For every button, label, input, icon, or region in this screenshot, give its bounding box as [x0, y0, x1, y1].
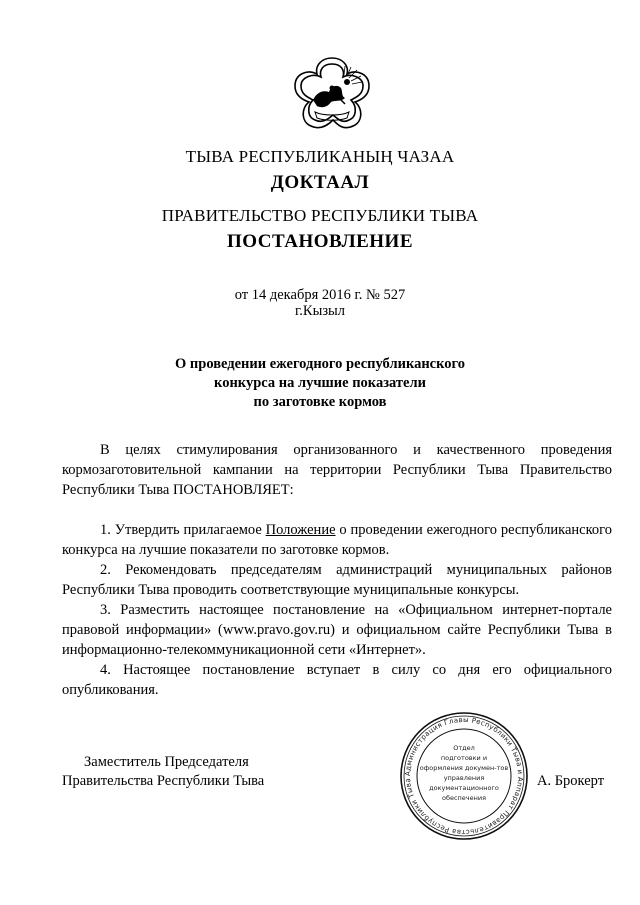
- stamp-line: управления: [443, 774, 485, 782]
- item-1-paragraph: [62, 520, 612, 560]
- stamp-line: обеспечения: [441, 794, 487, 802]
- subject-line: О проведении ежегодного республиканского: [175, 356, 465, 372]
- document-subject: [0, 355, 640, 412]
- stamp-line: документационного: [429, 784, 499, 792]
- stamp-line: Отдел: [453, 744, 475, 752]
- stamp-ring-textpath: Администрация Главы Республики Тыва и Аппарат Правительства Республики Тыва: [403, 715, 525, 837]
- signatory-title-line1: Заместитель Председателя: [84, 754, 249, 770]
- item-4-paragraph: 4. Настоящее постановление вступает в силу со дня его официального опубликования.: [62, 662, 612, 698]
- stamp-seal-icon: [398, 710, 530, 842]
- item-1-text-start: 1. Утвердить прилагаемое: [100, 522, 266, 538]
- header-russian-document-type: ПОСТАНОВЛЕНИЕ: [226, 231, 414, 252]
- stamp-line: подготовки и: [440, 754, 488, 762]
- header-tuvan-government: ТЫВА РЕСПУБЛИКАНЫҢ ЧАЗАА: [185, 147, 455, 166]
- item-2-paragraph: 2. Рекомендовать председателям администраций муниципальных районов Республики Тыва проводить соответствующие муниципальные конкурсы.: [62, 562, 612, 598]
- official-stamp: [398, 710, 530, 842]
- regulation-link[interactable]: Положение: [265, 522, 336, 538]
- preamble-paragraph: В целях стимулирования организованного и качественного проведения кормозаготовительной кампании на территории Республики Тыва Правительство Республики Тыва ПОСТАНОВЛЯЕТ:: [62, 442, 612, 498]
- document-body: [62, 440, 612, 700]
- signatory-name: А. Брокерт: [537, 773, 605, 789]
- coat-of-arms-emblem: [287, 52, 377, 142]
- stamp-line: оформления докумен-тов: [419, 764, 509, 772]
- header-russian-government: ПРАВИТЕЛЬСТВО РЕСПУБЛИКИ ТЫВА: [161, 206, 479, 225]
- subject-line: конкурса на лучшие показатели: [214, 375, 426, 391]
- signatory-title-line2: Правительства Республики Тыва: [62, 773, 265, 789]
- item-1-text-end: о проведении ежегодного республиканского конкурса на лучшие показатели по заготовке кормов.: [62, 522, 612, 558]
- item-3-paragraph: 3. Разместить настоящее постановление на «Официальном интернет-портале правовой информации» (www.pravo.gov.ru) и официальном сайте Республики Тыва в информационно-телекоммуникационной сети «Интернет».: [62, 602, 612, 658]
- document-city: г.Кызыл: [294, 303, 346, 319]
- tuva-coat-of-arms-icon: [287, 52, 377, 142]
- document-date-number: от 14 декабря 2016 г. № 527: [234, 287, 406, 303]
- subject-line: по заготовке кормов: [253, 394, 387, 410]
- header-tuvan-document-type: ДОКТААЛ: [270, 172, 370, 193]
